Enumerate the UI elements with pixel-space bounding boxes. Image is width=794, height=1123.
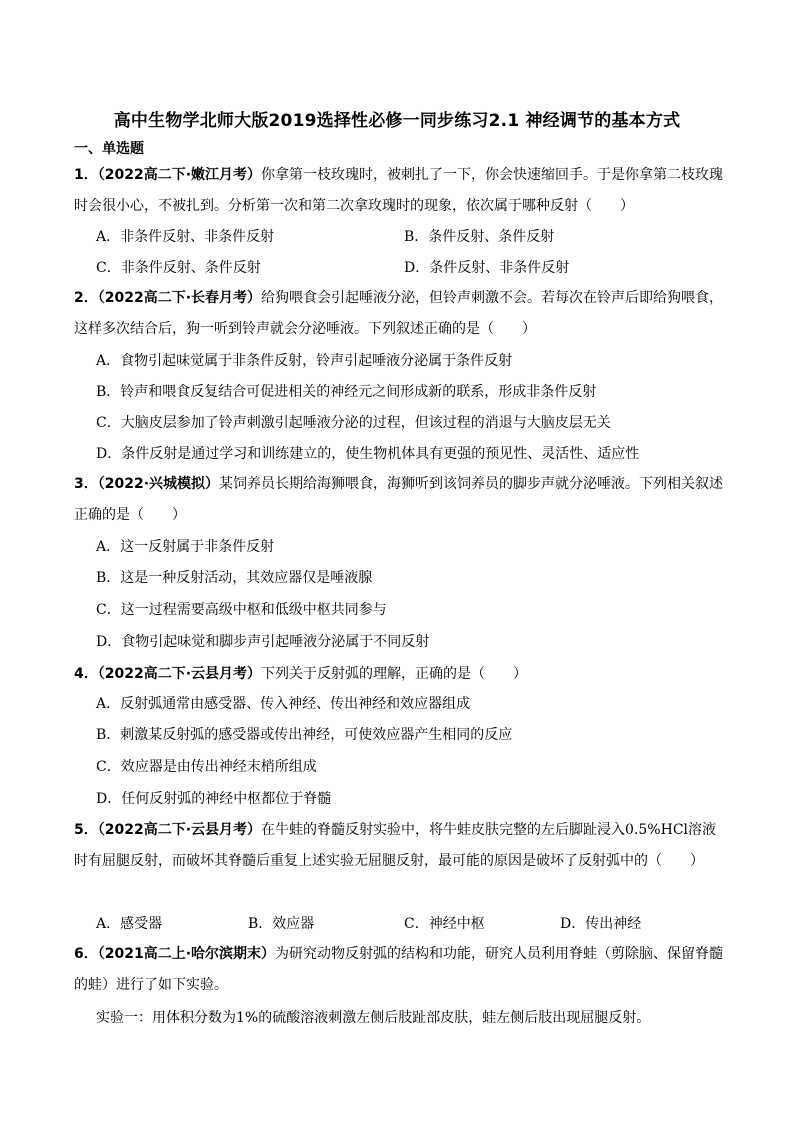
section-heading: 一、单选题 [74, 141, 144, 157]
option-c: C．神经中枢 [404, 916, 485, 932]
question-1 [74, 160, 724, 222]
question-6 [74, 939, 724, 1001]
question-source: （2022·兴城模拟） [97, 476, 220, 492]
option-a: A．这一反射属于非条件反射 [96, 539, 275, 555]
option-a: A．反射弧通常由感受器、传入神经、传出神经和效应器组成 [96, 696, 471, 712]
option-d: D．任何反射弧的神经中枢都位于脊髓 [96, 791, 332, 807]
option-d: D．食物引起味觉和脚步声引起唾液分泌属于不同反射 [96, 634, 430, 650]
option-b: B．刺激某反射弧的感受器或传出神经，可使效应器产生相同的反应 [96, 727, 513, 743]
question-stem: 你拿第一枝玫瑰时，被刺扎了一下，你会快速缩回手。于是你拿第二枝玫瑰时会很小心，不被扎到。分析第一次和第二次拿玫瑰时的现象，依次属于哪种反射（ ） [74, 167, 724, 214]
experiment-paragraph: 实验一：用体积分数为1%的硫酸溶液刺激左侧后肢趾部皮肤，蛙左侧后肢出现屈腿反射。 [96, 1010, 651, 1026]
question-stem: 在牛蛙的脊髓反射实验中，将牛蛙皮肤完整的左后脚趾浸入0.5%HCl溶液时有屈腿反射，而破坏其脊髓后重复上述实验无屈腿反射，最可能的原因是破坏了反射弧中的（ ） [74, 822, 717, 869]
option-c: C．这一过程需要高级中枢和低级中枢共同参与 [96, 602, 387, 618]
question-3 [74, 469, 724, 531]
question-source: （2022高二下·长春月考） [97, 290, 262, 306]
question-stem: 给狗喂食会引起唾液分泌，但铃声刺激不会。若每次在铃声后即给狗喂食，这样多次结合后，狗一听到铃声就会分泌唾液。下列叙述正确的是（ ） [74, 290, 724, 337]
question-source: （2021高二上·哈尔滨期末） [97, 946, 276, 962]
question-number: 2． [74, 290, 98, 306]
question-number: 4． [74, 666, 98, 682]
question-number: 1． [74, 167, 98, 183]
page-title: 高中生物学北师大版2019选择性必修一同步练习2.1 神经调节的基本方式 [113, 111, 681, 131]
option-a: A．非条件反射、非条件反射 [96, 229, 275, 245]
question-number: 5． [74, 822, 98, 838]
question-source: （2022高二下·嫩江月考） [97, 167, 262, 183]
option-b: B．这是一种反射活动，其效应器仅是唾液腺 [96, 570, 373, 586]
question-4 [74, 659, 724, 690]
question-5 [74, 815, 724, 877]
option-d: D．传出神经 [560, 916, 642, 932]
question-number: 3． [74, 476, 98, 492]
question-stem: 某饲养员长期给海狮喂食，海狮听到该饲养员的脚步声就分泌唾液。下列相关叙述正确的是（ ） [74, 476, 724, 523]
option-d: D．条件反射是通过学习和训练建立的，使生物机体具有更强的预见性、灵活性、适应性 [96, 446, 640, 462]
option-b: B．效应器 [248, 916, 315, 932]
question-source: （2022高二下·云县月考） [97, 822, 262, 838]
option-a: A．感受器 [96, 916, 163, 932]
question-source: （2022高二下·云县月考） [97, 666, 262, 682]
option-c: C．效应器是由传出神经末梢所组成 [96, 759, 317, 775]
question-stem: 为研究动物反射弧的结构和功能，研究人员利用脊蛙（剪除脑、保留脊髓的蛙）进行了如下实验。 [74, 946, 724, 993]
option-a: A．食物引起味觉属于非条件反射，铃声引起唾液分泌属于条件反射 [96, 353, 513, 369]
option-b: B．条件反射、条件反射 [404, 229, 555, 245]
option-c: C．非条件反射、条件反射 [96, 260, 261, 276]
question-2 [74, 283, 724, 345]
question-number: 6． [74, 946, 98, 962]
option-b: B．铃声和喂食反复结合可促进相关的神经元之间形成新的联系，形成非条件反射 [96, 384, 597, 400]
option-c: C．大脑皮层参加了铃声刺激引起唾液分泌的过程，但该过程的消退与大脑皮层无关 [96, 415, 611, 431]
question-stem: 下列关于反射弧的理解，正确的是（ ） [261, 666, 528, 682]
option-d: D．条件反射、非条件反射 [404, 260, 570, 276]
